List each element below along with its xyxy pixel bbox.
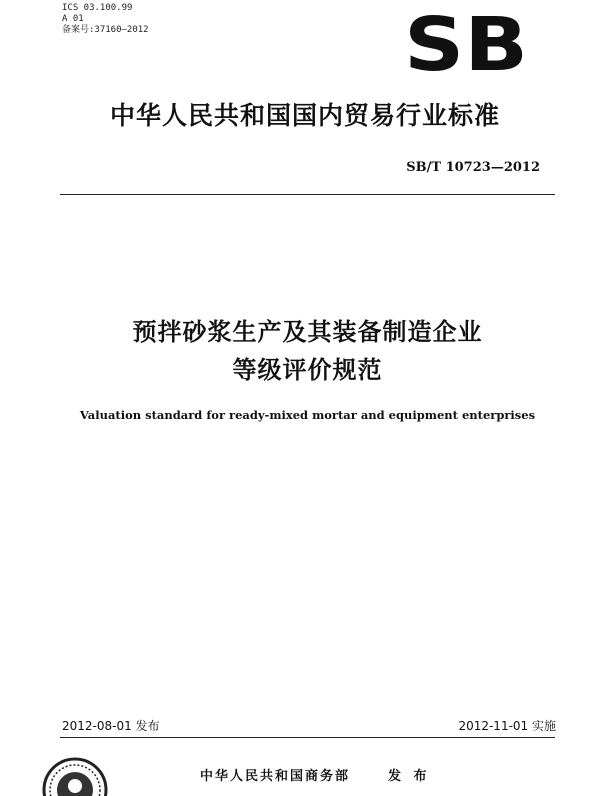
publish-label: 发 布: [388, 769, 431, 784]
ics-code: ICS 03.100.99: [62, 3, 133, 13]
sb-logo-text: SB: [404, 12, 528, 74]
record-number: 备案号:37160—2012: [62, 25, 149, 35]
document-title-cn: [60, 313, 555, 389]
title-line-1: 预拌砂浆生产及其装备制造企业: [132, 318, 483, 346]
footer-divider: [60, 737, 555, 738]
standard-number: SB/T 10723—2012: [406, 160, 540, 175]
issue-date: 2012-08-01 发布: [62, 719, 160, 733]
document-title-en: Valuation standard for ready-mixed mortar and equipment enterprises: [79, 408, 536, 422]
title-line-2: 等级评价规范: [232, 356, 383, 384]
publisher-name: 中华人民共和国商务部: [200, 769, 351, 784]
class-code: A 01: [62, 14, 84, 24]
org-title: 中华人民共和国国内贸易行业标准: [109, 101, 500, 130]
header-divider: [60, 194, 555, 195]
implement-date: 2012-11-01 实施: [458, 719, 556, 733]
seal-emblem-icon: [40, 752, 110, 796]
sb-logo: [403, 12, 529, 74]
classification-block: [62, 3, 149, 36]
